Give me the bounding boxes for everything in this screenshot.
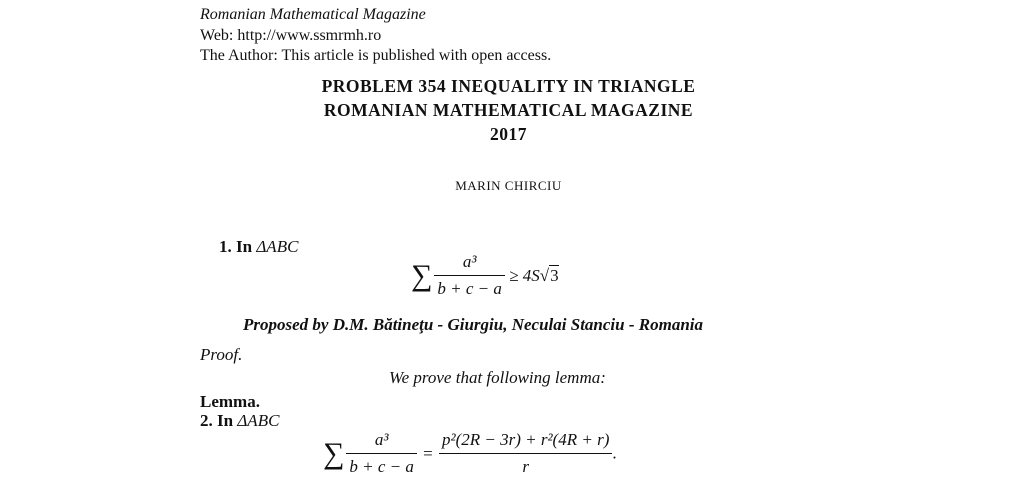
open-access-note: The Author: This article is published with open access. xyxy=(200,47,552,64)
problem-rhs xyxy=(509,266,558,285)
problem-triangle: ΔABC xyxy=(256,237,299,256)
proof-label: Proof. xyxy=(200,345,243,364)
problem-number: 1. xyxy=(219,237,232,256)
proposed-by: Proposed by D.M. Bătineţu - Giurgiu, Neculai Stanciu - Romania xyxy=(243,315,703,334)
title-line-2: ROMANIAN MATHEMATICAL MAGAZINE xyxy=(323,100,694,120)
lemma-rhs-numerator: p²(2R − 3r) + r²(4R + r) xyxy=(439,430,612,454)
problem-rhs-root: 3 xyxy=(550,266,559,285)
problem-denominator: b + c − a xyxy=(437,279,502,298)
lemma-label: Lemma. xyxy=(200,392,260,411)
lemma-equation xyxy=(323,430,617,477)
lemma-rhs-fraction xyxy=(439,430,612,477)
lemma-lhs-denominator: b + c − a xyxy=(349,457,414,476)
lemma-in-label: In xyxy=(217,411,234,430)
title-year: 2017 xyxy=(490,124,527,144)
problem-numerator: a³ xyxy=(434,252,505,276)
magazine-name: Romanian Mathematical Magazine xyxy=(200,6,426,23)
title-line-1: PROBLEM 354 INEQUALITY IN TRIANGLE xyxy=(321,76,696,96)
problem-rhs-prefix: ≥ 4S xyxy=(509,266,540,285)
lemma-heading xyxy=(200,411,279,431)
web-address: Web: http://www.ssmrmh.ro xyxy=(200,27,382,44)
sum-symbol: ∑ xyxy=(411,258,433,292)
proof-intro: We prove that following lemma: xyxy=(389,368,606,387)
lemma-equals: = xyxy=(423,443,433,463)
problem-fraction xyxy=(434,252,505,299)
lemma-period: . xyxy=(612,443,617,463)
lemma-lhs-fraction xyxy=(346,430,417,477)
sqrt-sign: √ xyxy=(539,266,550,285)
lemma-triangle: ΔABC xyxy=(237,411,280,430)
author-name: MARIN CHIRCIU xyxy=(455,178,562,193)
lemma-rhs-denominator: r xyxy=(522,457,529,476)
problem-inequality xyxy=(411,252,559,299)
problem-in-label: In xyxy=(236,237,253,256)
lemma-number: 2. xyxy=(200,411,213,430)
lemma-sum-symbol: ∑ xyxy=(323,436,345,470)
lemma-lhs-numerator: a³ xyxy=(346,430,417,454)
problem-heading xyxy=(219,237,298,257)
